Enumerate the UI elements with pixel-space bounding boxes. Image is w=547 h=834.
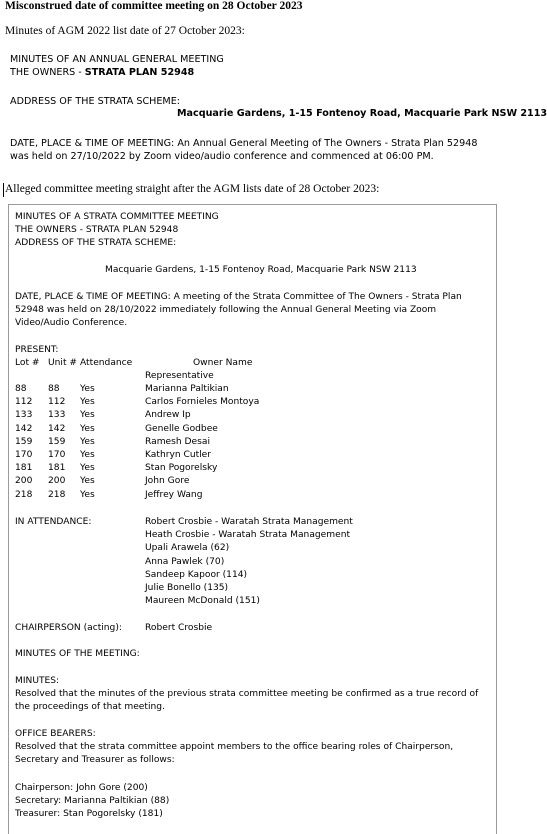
table-row-name: John Gore: [145, 476, 190, 487]
present-attendance-column: [80, 383, 95, 502]
table-row-lot: 88: [15, 384, 27, 394]
table-row-lot: 218: [15, 489, 33, 500]
agm-strata-plan: STRATA PLAN 52948: [84, 67, 195, 78]
table-row-lot: 170: [15, 450, 33, 461]
header-lot: Lot #: [15, 358, 40, 368]
agm-date-place-time: DATE, PLACE & TIME OF MEETING: An Annual General Meeting of The Owners - Strata Plan 52948 was held on 27/10/2022 by Zoom video/audio conference and commenced at 06:00 PM.: [10, 138, 478, 162]
agm-address-label: ADDRESS OF THE STRATA SCHEME:: [10, 96, 181, 107]
minutes-resolution: Resolved that the minutes of the previous strata committee meeting be confirmed as a true record of the proceedings of that meeting.: [15, 689, 479, 713]
table-row-attendance: Yes: [80, 489, 95, 500]
agm-title-line2: [10, 66, 224, 79]
header-owner-name: Owner Name: [193, 358, 253, 368]
table-row-name: Genelle Godbee: [145, 423, 218, 434]
chairperson-label: CHAIRPERSON (acting):: [15, 623, 122, 633]
in-attendance-label: IN ATTENDANCE:: [15, 517, 92, 527]
text-cursor: [3, 183, 4, 197]
table-row-unit: 112: [48, 397, 66, 408]
table-row-unit: 181: [48, 463, 66, 474]
table-row-lot: 181: [15, 463, 33, 474]
office-bearers-heading: OFFICE BEARERS:: [15, 729, 96, 739]
office-bearers-resolution: Resolved that the strata committee appoint members to the office bearing roles of Chairperson, Secretary and Treasurer as follows:: [15, 742, 454, 766]
table-row-unit: 142: [48, 423, 66, 434]
header-representative: Representative: [145, 371, 214, 381]
table-row-lot: 112: [15, 397, 33, 408]
alleged-meeting-note: Alleged committee meeting straight after the AGM lists date of 28 October 2023:: [5, 183, 380, 195]
list-item: Heath Crosbie - Waratah Strata Management: [145, 530, 351, 541]
table-row-name: Carlos Fornieles Montoya: [145, 397, 260, 408]
table-row-attendance: Yes: [80, 423, 95, 434]
role-chairperson: Chairperson: John Gore (200): [15, 783, 148, 793]
table-row-attendance: Yes: [80, 450, 95, 461]
list-item: Maureen McDonald (151): [145, 596, 260, 607]
agm-title-line1: MINUTES OF AN ANNUAL GENERAL MEETING: [10, 54, 224, 65]
table-row-unit: 200: [48, 476, 66, 487]
role-secretary: Secretary: Marianna Paltikian (88): [15, 796, 170, 807]
table-row-attendance: Yes: [80, 397, 95, 408]
table-row-name: Andrew Ip: [145, 410, 191, 421]
agm-owners-prefix: THE OWNERS -: [10, 67, 85, 78]
committee-title-line1: MINUTES OF A STRATA COMMITTEE MEETING: [15, 212, 219, 222]
table-row-name: Kathryn Cutler: [145, 450, 212, 461]
role-treasurer: Treasurer: Stan Pogorelsky (181): [15, 809, 163, 820]
table-row-name: Ramesh Desai: [145, 436, 210, 447]
present-lot-column: [15, 383, 32, 502]
agm-title-block: [10, 53, 224, 79]
page-heading: Misconstrued date of committee meeting on 28 October 2023: [5, 0, 303, 12]
table-row-unit: 159: [48, 436, 66, 447]
present-unit-column: [48, 383, 65, 502]
table-row-lot: 159: [15, 436, 33, 447]
table-row-lot: 133: [15, 410, 33, 421]
committee-address-value: Macquarie Gardens, 1-15 Fontenoy Road, Macquarie Park NSW 2113: [105, 265, 417, 275]
office-bearer-roles: [15, 782, 169, 822]
table-row-attendance: Yes: [80, 436, 95, 447]
table-row-lot: 142: [15, 423, 33, 434]
table-row-unit: 218: [48, 489, 66, 500]
table-row-unit: 133: [48, 410, 66, 421]
present-name-column: [145, 383, 259, 502]
list-item: Sandeep Kapoor (114): [145, 569, 248, 580]
table-row-name: Marianna Paltikian: [145, 384, 229, 394]
list-item: Julie Bonello (135): [145, 583, 229, 594]
in-attendance-list: [145, 516, 353, 608]
minutes-heading: MINUTES:: [15, 676, 60, 686]
table-row-attendance: Yes: [80, 384, 95, 394]
committee-title-line2: THE OWNERS - STRATA PLAN 52948: [15, 225, 179, 236]
table-row-attendance: Yes: [80, 410, 95, 421]
list-item: Anna Pawlek (70): [145, 556, 225, 567]
chairperson-value: Robert Crosbie: [145, 623, 213, 633]
committee-title-block: [15, 211, 219, 251]
table-row-attendance: Yes: [80, 463, 95, 474]
minutes-of-meeting-heading: MINUTES OF THE MEETING:: [15, 649, 140, 659]
header-attendance: Attendance: [80, 358, 133, 368]
table-row-unit: 88: [48, 384, 60, 394]
header-unit: Unit #: [48, 358, 78, 368]
table-row-attendance: Yes: [80, 476, 95, 487]
table-row-name: Stan Pogorelsky: [145, 463, 218, 474]
table-row-name: Jeffrey Wang: [145, 489, 203, 500]
committee-date-place-time: DATE, PLACE & TIME OF MEETING: A meeting of the Strata Committee of The Owners - Strata Plan 52948 was held on 28/10/2022 immediately following the Annual General Meeting via Zoom Video/Audio Conference.: [15, 292, 462, 329]
committee-address-label: ADDRESS OF THE STRATA SCHEME:: [15, 238, 177, 249]
table-row-unit: 170: [48, 450, 66, 461]
agm-list-date-note: Minutes of AGM 2022 list date of 27 October 2023:: [5, 25, 245, 37]
list-item: Robert Crosbie - Waratah Strata Management: [145, 517, 353, 527]
list-item: Upali Arawela (62): [145, 543, 230, 554]
table-row-lot: 200: [15, 476, 33, 487]
present-label: PRESENT:: [15, 345, 59, 355]
agm-address-value: Macquarie Gardens, 1-15 Fontenoy Road, Macquarie Park NSW 2113: [177, 108, 547, 119]
